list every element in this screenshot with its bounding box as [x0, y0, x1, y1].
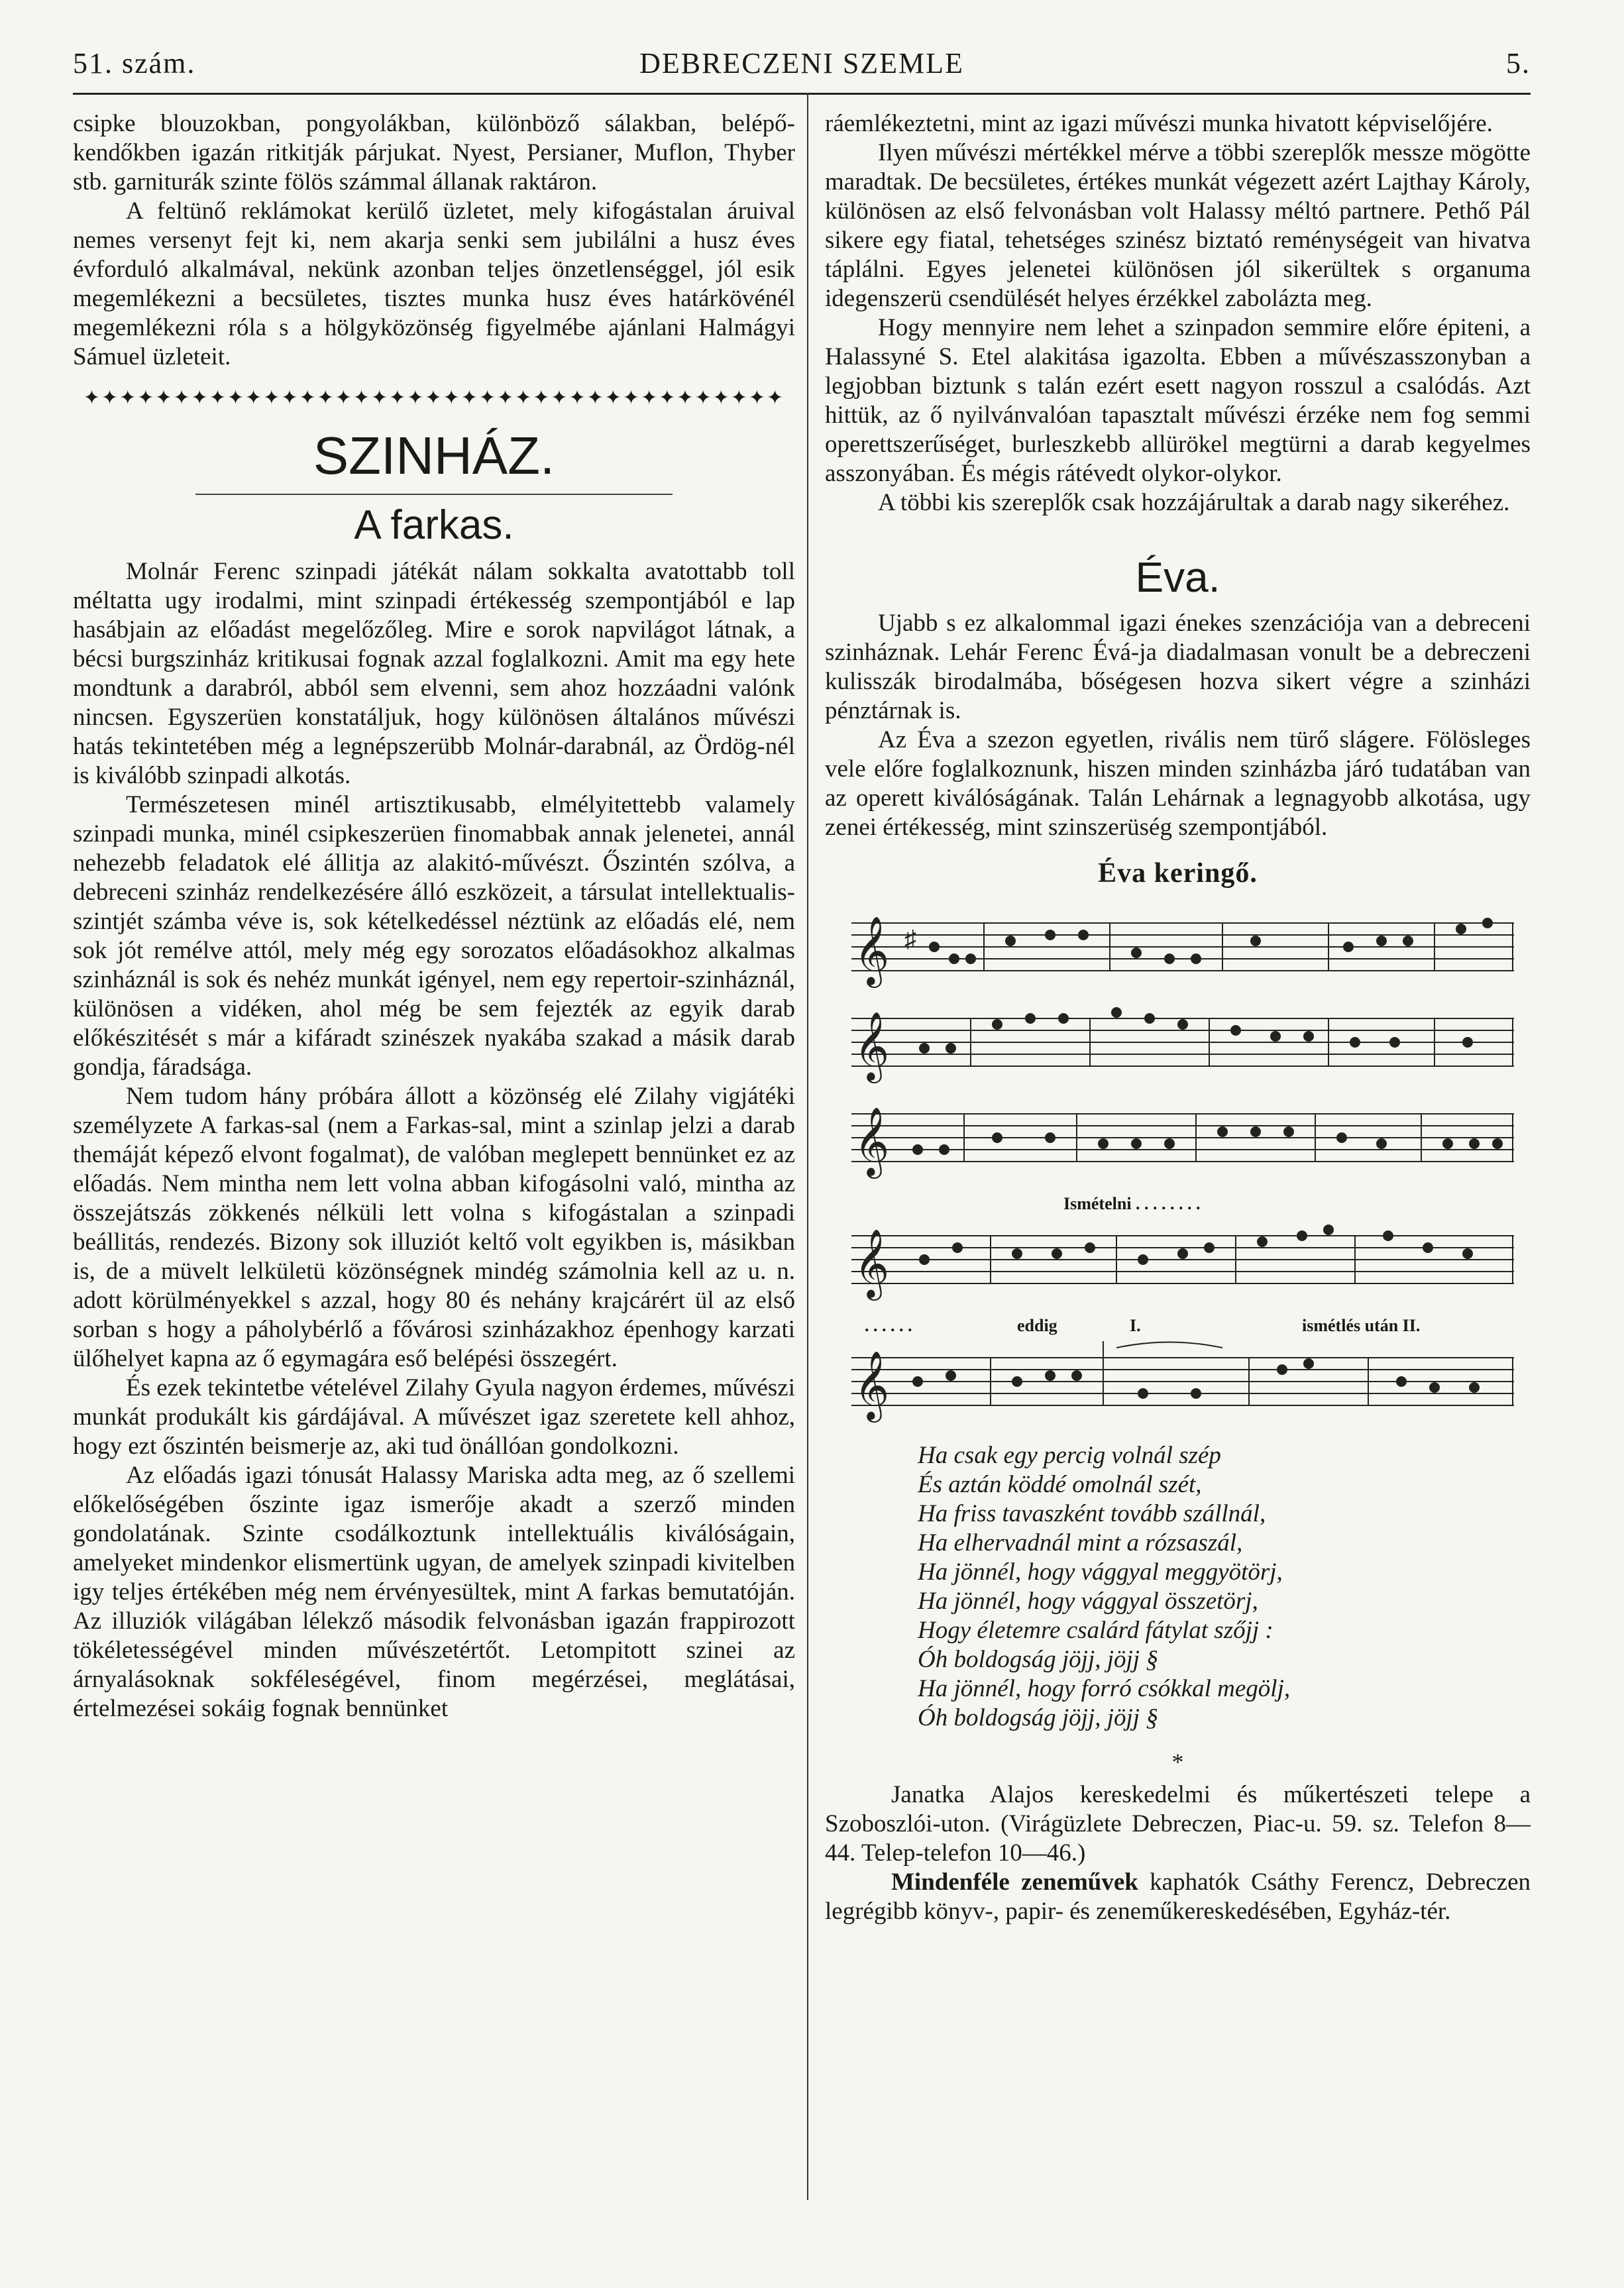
ornament-divider: ✦✦✦✦✦✦✦✦✦✦✦✦✦✦✦✦✦✦✦✦✦✦✦✦✦✦✦✦✦✦✦✦✦✦✦✦✦✦✦ — [83, 387, 785, 409]
lyric-line: Óh boldogság jöjj, jöjj § — [918, 1704, 1158, 1731]
page-number: 5. — [1506, 47, 1531, 80]
article-paragraph: És ezek tekintetbe vételével Zilahy Gyula nagyon érdemes, művészi munkát produkált kis gárdájával. A művészet igaz szeretete kell ahhoz, hogy ezt őszintén beismerje az, aki tud önállóan gondolkozni. — [73, 1374, 795, 1460]
intro-paragraph-2: A feltünő reklámokat kerülő üzletet, mely kifogástalan áruival nemes versenyt fejt ki, nem akarja senki sem jubilálni a husz éves évforduló alkalmával, nekünk azonban teljes önzetlenséggel, jól esik megemlékezni a becsületes, tisztes munka husz éves határkövénél megemlékezni róla s a hölgyközönség figyelmébe ajánlani Halmágyi Sámuel üzleteit. — [73, 197, 795, 370]
music-title: Éva keringő. — [1098, 858, 1258, 889]
intro-paragraph-1: csipke blouzokban, pongyolákban, különböző sálakban, belépő-kendőkben igazán ritkitják párjukat. Nyest, Persianer, Muflon, Thyber stb. garniturák szinte fölös számmal állanak raktáron. — [73, 110, 795, 195]
article-paragraph: Hogy mennyire nem lehet a szinpadon semmire előre épiteni, a Halassyné S. Etel alakitása igazolta. Ebben a művészasszonyban a legjobban biztunk s talán ezért esett nagyon rosszul a csalódás. Azt hittük, az ő nyilvánvalóan tapasztalt művészi érzéke nem fog semmi operettszerűséget, burleszkebb allürökel megtürni a darab kegyelmes asszonyában. És mégis rátévedt olykor-olykor. — [825, 314, 1531, 487]
article-title: A farkas. — [354, 502, 514, 548]
lyric-line: Ha jönnél, hogy vággyal meggyötörj, — [918, 1558, 1283, 1586]
lyric-line: Óh boldogság jöjj, jöjj § — [918, 1646, 1158, 1673]
eva-paragraph: Ujabb s ez alkalommal igazi énekes szenzációja van a debreceni szinháznak. Lehár Ferenc Évá-ja diadalmasan vonult be a debreczeni kulisszák birodalmába, bőségesen hozva sikert végre a szinházi pénztárnak is. — [825, 610, 1531, 724]
article-paragraph: Természetesen minél artisztikusabb, elmélyitettebb valamely szinpadi munka, minél csipkeszerüen finomabbak annak jelenetei, annál nehezebb feladatok elé állitja az alakitó-művészt. Őszintén szólva, a debreceni szinház rendelkezésére álló eszközeit, a társulat intellektualis-szintjét számba véve is, sok kételkedéssel néztünk az előadás elé, nem sok jót remélve attól, mely még egy sorozatos előadásokhoz alkalmas szinháznál is sok és nehéz munkát igényel, nem egy repertoir-szinháznál, különösen a vidéken, ahol még be sem fejezték az egyik darab előkészitését s már a kifáradt szinészek nyakába szakad a másik darab gondja, fáradsága. — [73, 791, 795, 1081]
advertisements — [825, 1780, 1531, 1926]
section-rule — [195, 494, 673, 495]
svg-text:𝄞: 𝄞 — [854, 1350, 890, 1420]
lyric-line: Ha jönnél, hogy vággyal összetörj, — [918, 1588, 1258, 1615]
repeat-annotation — [851, 1189, 1531, 1212]
left-column — [73, 109, 795, 1723]
eva-paragraph: Az Éva a szezon egyetlen, rivális nem türő slágere. Fölösleges vele előre foglalkoznunk, hiszen minden szinházba járó tudatában van az operett kiválóságának. Talán Lehárnak a legnagyobb alkotása, ugy zenei értékesség, mint szinszerüség szempontjából. — [825, 726, 1531, 841]
eva-title: Éva. — [1135, 553, 1220, 601]
song-lyrics — [918, 1441, 1531, 1733]
issue-number: 51. szám. — [73, 47, 196, 80]
lyric-line: Ha elhervadnál mint a rózsaszál, — [918, 1529, 1243, 1556]
lyric-line: Ha csak egy percig volnál szép — [918, 1442, 1221, 1469]
volta-annotation — [851, 1311, 1531, 1334]
music-staff-1 — [851, 903, 1514, 989]
page-header — [73, 46, 1531, 93]
separator-star: * — [1171, 1749, 1184, 1775]
music-staff-3 — [851, 1094, 1514, 1180]
article-paragraph: A többi kis szereplők csak hozzájárultak a darab nagy sikeréhez. — [878, 489, 1510, 516]
lyric-line: Hogy életemre csalárd fátylat szőjj : — [918, 1617, 1273, 1644]
volta-second: ismétlés után II. — [1302, 1316, 1421, 1335]
article-paragraph: Ilyen művészi mértékkel mérve a többi szereplők messze mögötte maradtak. De becsületes, értékes munkát végezett azért Lajthay Károly, különösen az első felvonásban volt Halassy méltó partnere. Pethő Pál sikere egy fiatal, tehetséges szinész biztató reménységeit van hivatva táplálni. Egyes jelenetei különösen jól sikerültek s organuma idegenszerü csendülését helyes érzékkel zabolázta meg. — [825, 139, 1531, 312]
lyric-line: Ha friss tavaszként tovább szállnál, — [918, 1500, 1266, 1527]
svg-text:𝄞: 𝄞 — [854, 1228, 890, 1298]
music-staff-2 — [851, 999, 1514, 1085]
volta-eddig: eddig — [1017, 1316, 1057, 1335]
svg-text:𝄞: 𝄞 — [854, 1107, 890, 1176]
article-paragraph: Molnár Ferenc szinpadi játékát nálam sokkalta avatottabb toll méltatta ugy irodalmi, mint szinpadi értékesség szempontjából e lap hasábjain az előadást megelőzőleg. Mire e sorok napvilágot látnak, a bécsi burgszinház kritikusai fognak azzal foglalkozni. Amit ma egy hete mondtunk a darabról, abból sem elvenni, sem ahoz hozzáadni valónk nincsen. Egyszerüen konstatáljuk, hogy különösen általános művészi hatás tekintetében még a legnépszerübb Molnár-darabnál, az Ördög-nél is kiválóbb szinpadi alkotás. — [73, 558, 795, 789]
ad-csathy — [825, 1868, 1531, 1926]
lyric-line: Ha jönnél, hogy forró csókkal megölj, — [918, 1675, 1291, 1702]
right-column — [825, 109, 1531, 1926]
ad-janatka: Janatka Alajos kereskedelmi és műkertészeti telepe a Szoboszlói-uton. (Virágüzlete Debreczen, Piac-u. 59. sz. Telefon 8—44. Telep-telefon 10—46.) — [825, 1781, 1531, 1867]
article-paragraph: Nem tudom hány próbára állott a közönség elé Zilahy vigjátéki személyzete A farkas-sal (nem a Farkas-sal, mint a szinlap jelzi a darab themáját képező elvont fogalmat), de valóban meglepett bennünket ez az előadás. Nem mintha nem lett volna abban kifogásolni való, mintha az összejátszás zökkenés nélküli lett volna s kifogástalan a szinpadi beállitás, rendezés. Bizony sok illuziót keltő volt egyikben is, másikban is, de a müvelt lelkületü közönségnek mindég számolnia kell az u. n. adott körülményekkel s azzal, hogy 80 és nehány krajcárért ül az első sorban s hogy a páholybérlő a fővárosi szinházakhoz épenhogy karzati ülőhelyet kapna az ő egymagára eső belépési összegért. — [73, 1083, 795, 1372]
column-divider — [807, 93, 808, 2200]
journal-title: DEBRECZENI SZEMLE — [639, 47, 964, 80]
ad-csathy-text: kaphatók Csáthy Ferencz, Debreczen legrégibb könyv-, papir- és zeneműkereskedésében, Egyház-tér. — [825, 1869, 1531, 1925]
header-rule — [73, 93, 1531, 95]
music-staff-5 — [851, 1338, 1514, 1424]
repeat-label: Ismételni . . . . . . . . — [1063, 1194, 1201, 1213]
volta-first: I. — [1130, 1316, 1141, 1335]
section-title: SZINHÁZ. — [313, 426, 555, 485]
ad-csathy-bold: Mindenféle zeneművek — [891, 1869, 1138, 1896]
volta-dots: . . . . . . — [865, 1316, 912, 1335]
music-staff-4 — [851, 1216, 1514, 1302]
svg-text:♯: ♯ — [904, 926, 916, 952]
article-paragraph: ráemlékeztetni, mint az igazi művészi munka hivatott képviselőjére. — [825, 110, 1493, 137]
svg-text:𝄞: 𝄞 — [854, 1011, 890, 1081]
lyric-line: És aztán köddé omolnál szét, — [918, 1471, 1202, 1498]
svg-text:𝄞: 𝄞 — [854, 916, 890, 985]
article-paragraph: Az előadás igazi tónusát Halassy Mariska adta meg, az ő szellemi előkelőségében őszinte igaz ismerője akadt a szerző minden gondolatának. Szinte csodálkoztunk intellektuális kiválóságain, amelyeket mindenkor elismertünk ugyan, de amelyek szinpadi kivitelben igy teljes értékében még nem érvényesültek, mint A farkas bemutatóján. Az illuziók világában lélekző második felvonásban igazán frappirozott tökéletességével minden művészetértőt. Letompitott szinei az árnyalásoknak sokféleségével, finom megérzései, meglátásai, értelmezései sokáig fognak bennünket — [73, 1462, 795, 1722]
